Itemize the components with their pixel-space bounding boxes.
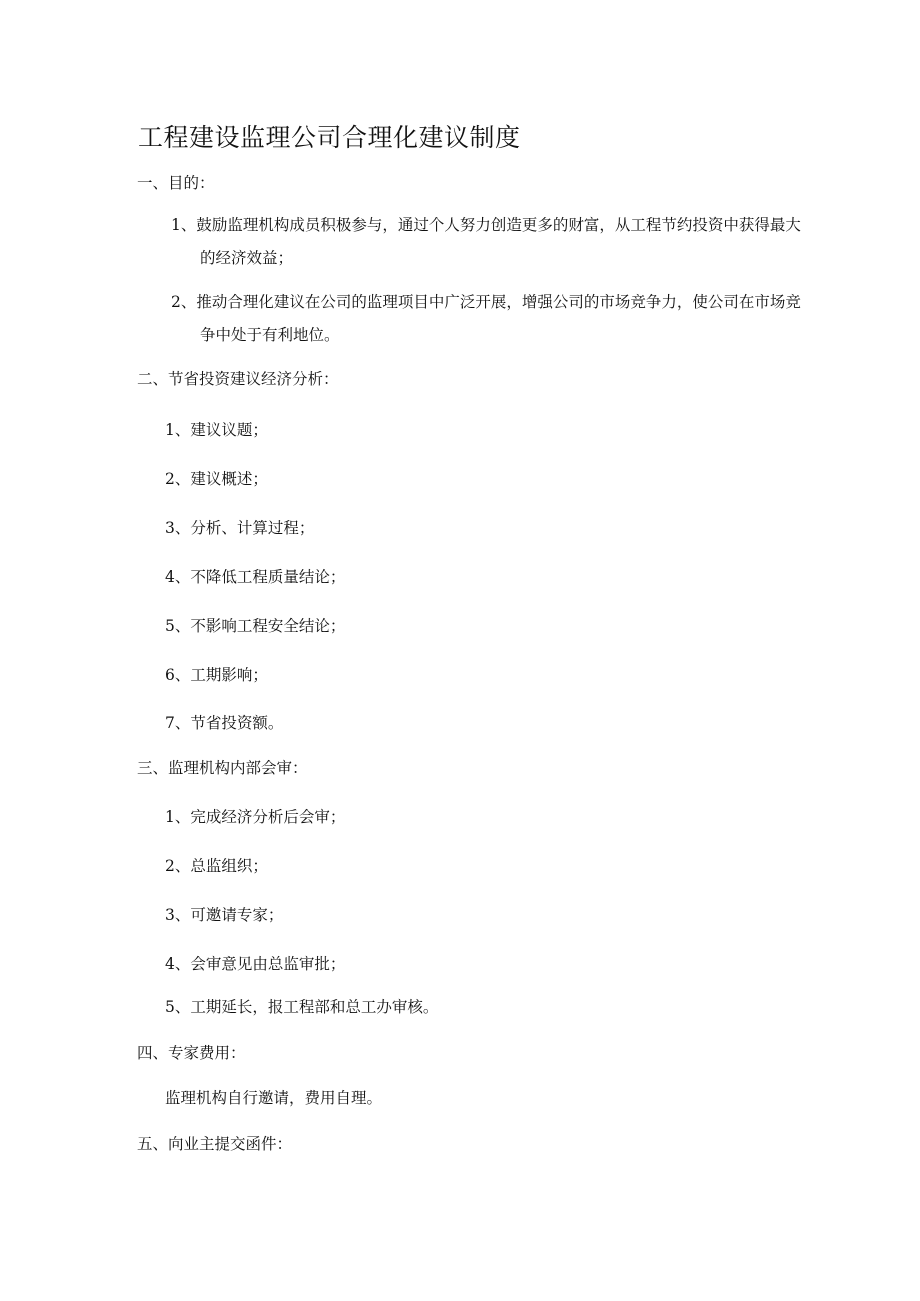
section-heading-expert-fees: 四、专家费用： [137,1044,246,1062]
analysis-item-5: 5、不影响工程安全结论； [165,617,346,635]
analysis-item-2: 2、建议概述； [165,470,268,488]
purpose-item-2: 2、推动合理化建议在公司的监理项目中广泛开展，增强公司的市场竞争力，使公司在市场竞争中处于有利地位。 [171,293,801,344]
review-item-2: 2、总监组织； [165,857,268,875]
section-heading-internal-review: 三、监理机构内部会审： [137,759,308,777]
analysis-item-3: 3、分析、计算过程； [165,519,315,537]
review-item-3: 3、可邀请专家； [165,906,284,924]
purpose-item-1: 1、鼓励监理机构成员积极参与，通过个人努力创造更多的财富，从工程节约投资中获得最大的经济效益； [171,216,801,267]
review-item-1: 1、完成经济分析后会审； [165,808,346,826]
analysis-item-4: 4、不降低工程质量结论； [165,568,346,586]
section-heading-purpose: 一、目的： [137,174,215,192]
expert-fees-text: 监理机构自行邀请，费用自理。 [165,1089,383,1107]
document-title: 工程建设监理公司合理化建议制度 [138,123,521,152]
analysis-item-6: 6、工期影响； [165,666,268,684]
analysis-item-1: 1、建议议题； [165,421,268,439]
section-heading-economic-analysis: 二、节省投资建议经济分析： [137,370,339,388]
section-heading-submit-letter: 五、向业主提交函件： [137,1135,293,1153]
analysis-item-7: 7、节省投资额。 [165,714,284,732]
review-item-4: 4、会审意见由总监审批； [165,955,346,973]
review-item-5: 5、工期延长，报工程部和总工办审核。 [165,998,439,1016]
